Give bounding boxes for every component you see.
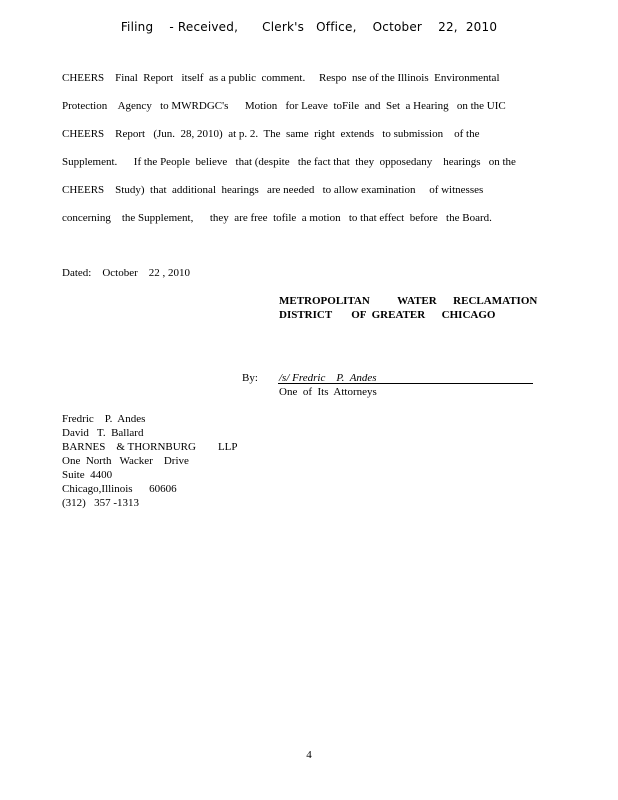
- signature-line: [278, 383, 533, 384]
- contact-line: BARNES & THORNBURG LLP: [62, 441, 238, 453]
- contact-line: (312) 357 -1313: [62, 497, 139, 509]
- signer-role: One of Its Attorneys: [279, 386, 377, 398]
- body-line: CHEERS Final Report itself as a public comment. Respo nse of the Illinois Environmental: [62, 72, 500, 84]
- contact-line: David T. Ballard: [62, 427, 144, 439]
- signatory-org-line-1: METROPOLITAN WATER RECLAMATION: [279, 295, 538, 307]
- signatory-org-line-2: DISTRICT OF GREATER CHICAGO: [279, 309, 496, 321]
- by-label: By:: [242, 372, 258, 384]
- contact-line: Fredric P. Andes: [62, 413, 146, 425]
- filing-stamp-header: Filing - Received, Clerk's Office, October 22, 2010: [120, 20, 498, 34]
- page-number: 4: [306, 749, 312, 761]
- body-line: Protection Agency to MWRDGC's Motion for Leave toFile and Set a Hearing on the UIC: [62, 100, 506, 112]
- body-line: concerning the Supplement, they are free tofile a motion to that effect before the Board.: [62, 212, 492, 224]
- electronic-signature: /s/ Fredric P. Andes: [279, 372, 377, 384]
- body-line: CHEERS Report (Jun. 28, 2010) at p. 2. The same right extends to submission of the: [62, 128, 480, 140]
- contact-line: Chicago,Illinois 60606: [62, 483, 177, 495]
- contact-line: One North Wacker Drive: [62, 455, 189, 467]
- contact-line: Suite 4400: [62, 469, 113, 481]
- body-line: Supplement. If the People believe that (despite the fact that they opposedany hearings on the: [62, 156, 516, 168]
- body-line: CHEERS Study) that additional hearings are needed to allow examination of witnesses: [62, 184, 484, 196]
- date-line: Dated: October 22 , 2010: [62, 267, 190, 279]
